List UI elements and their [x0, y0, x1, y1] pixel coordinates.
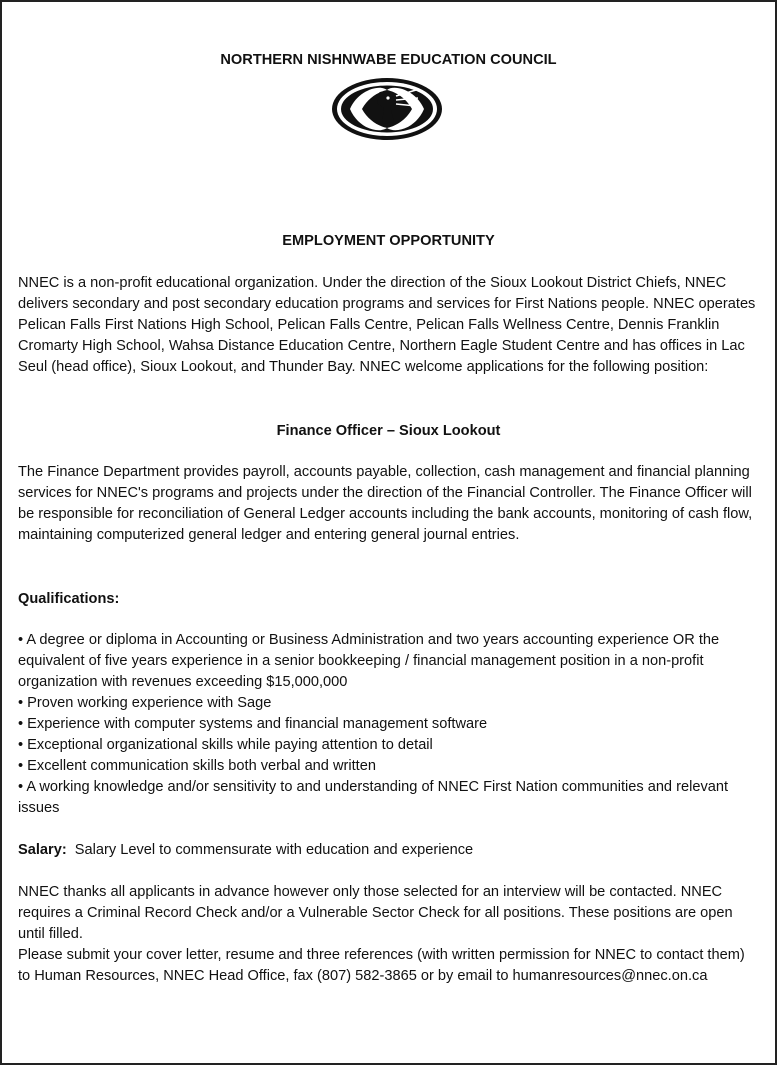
qualification-item: • Exceptional organizational skills while paying attention to detail	[18, 737, 433, 753]
closing-thanks-paragraph: NNEC thanks all applicants in advance however only those selected for an interview will be contacted. NNEC requires a Criminal Record Check and/or a Vulnerable Sector Check for all positions. These positions are open until filled.	[18, 884, 733, 942]
position-title: Finance Officer – Sioux Lookout	[276, 423, 501, 439]
salary-label: Salary:	[18, 842, 67, 858]
qualification-item: • Proven working experience with Sage	[18, 695, 272, 711]
closing-submit-paragraph: Please submit your cover letter, resume and three references (with written permission for NNEC to contact them) to Human Resources, NNEC Head Office, fax (807) 582-3865 or by email to humanresources@nnec.on.ca	[18, 947, 745, 984]
organization-title: NORTHERN NISHNWABE EDUCATION COUNCIL	[220, 52, 557, 68]
qualification-item: • A degree or diploma in Accounting or Business Administration and two years accounting experience OR the equivalent of five years experience in a senior bookkeeping / financial management position in a non-profit organization with revenues exceeding $15,000,000	[18, 632, 720, 690]
intro-paragraph: NNEC is a non-profit educational organization. Under the direction of the Sioux Lookout District Chiefs, NNEC delivers secondary and post secondary education programs and services for First Nations people. NNEC operates Pelican Falls First Nations High School, Pelican Falls Centre, Pelican Falls Wellness Centre, Dennis Franklin Cromarty High School, Wahsa Distance Education Centre, Northern Eagle Student Centre and has offices in Lac Seul (head office), Sioux Lookout, and Thunder Bay. NNEC welcome applications for the following position:	[18, 275, 756, 375]
employment-opportunity-heading: EMPLOYMENT OPPORTUNITY	[282, 233, 495, 249]
salary-text: Salary Level to commensurate with education and experience	[74, 842, 474, 858]
qualification-item: • A working knowledge and/or sensitivity to and understanding of NNEC First Nation communities and relevant issues	[18, 779, 729, 816]
closing-section	[18, 882, 758, 987]
salary-line	[18, 840, 758, 861]
qualifications-heading: Qualifications:	[18, 591, 120, 607]
qualification-item: • Experience with computer systems and financial management software	[18, 716, 488, 732]
department-description: The Finance Department provides payroll, accounts payable, collection, cash management and financial planning services for NNEC's programs and projects under the direction of the Financial Controller. The Finance Officer will be responsible for reconciliation of General Ledger accounts including the bank accounts, monitoring of cash flow, maintaining computerized general ledger and entering general journal entries.	[18, 464, 753, 543]
nnec-eagle-logo-icon	[330, 76, 444, 142]
qualification-item: • Excellent communication skills both verbal and written	[18, 758, 376, 774]
qualifications-list	[18, 630, 758, 819]
